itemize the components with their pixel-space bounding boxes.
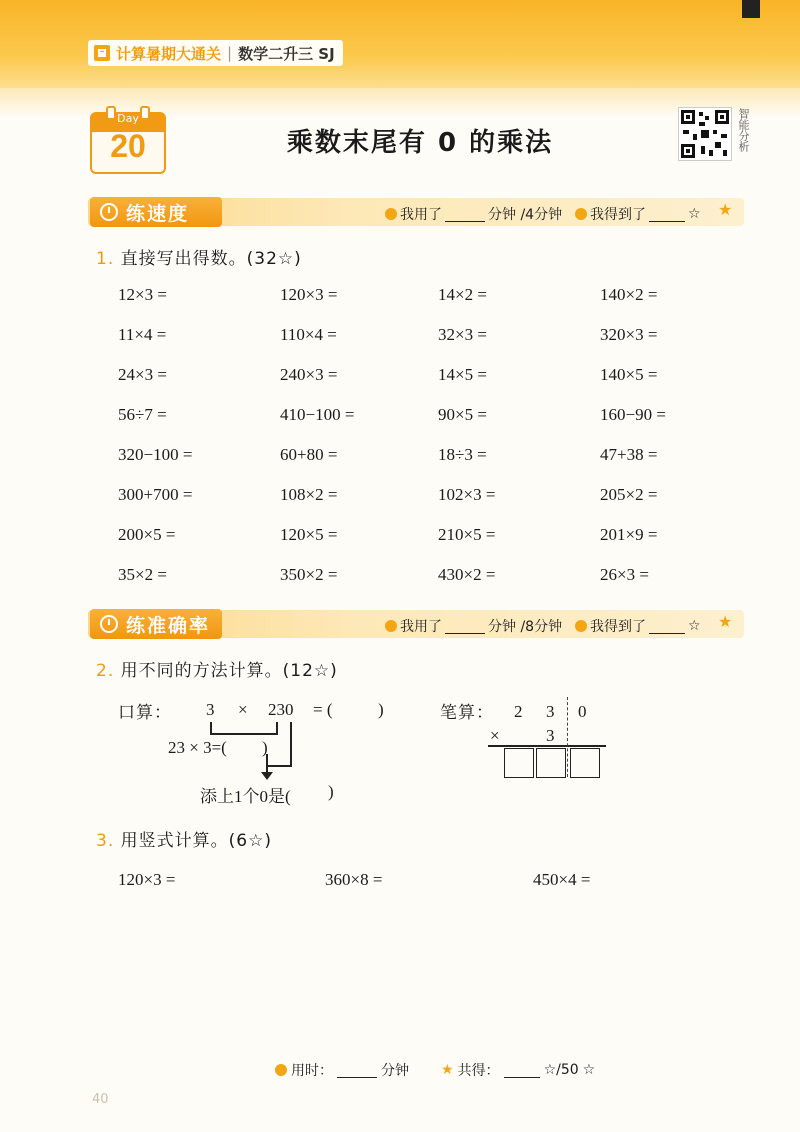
oral-problem: 90×5 =: [438, 405, 487, 424]
time-blank[interactable]: [445, 619, 485, 634]
footer-time-unit: 分钟: [381, 1063, 409, 1079]
time-used-unit: 分钟 /8分钟: [488, 619, 563, 635]
score-accuracy: [575, 616, 701, 636]
header-separator: |: [227, 44, 233, 62]
star-icon: ☆: [688, 618, 701, 634]
written-multiplier: 3: [546, 726, 555, 745]
oral-problem: 160−90 =: [600, 405, 666, 424]
oral-problem: 108×2 =: [280, 485, 338, 504]
book-icon: [94, 45, 110, 61]
add-zero-close: ): [328, 782, 334, 801]
oral-problem: 35×2 =: [118, 565, 167, 584]
footer-total-suffix: ☆/50: [543, 1062, 579, 1078]
question-text: 用竖式计算。(6☆): [120, 831, 272, 851]
oral-problem: 430×2 =: [438, 565, 496, 584]
vertical-problem: 120×3 =: [118, 870, 176, 889]
oral-problem: 210×5 =: [438, 525, 496, 544]
clock-icon: [275, 1064, 287, 1076]
question-text: 直接写出得数。(32☆): [120, 249, 302, 269]
oral-problem: 24×3 =: [118, 365, 167, 384]
sub-expression-close: ): [262, 738, 268, 757]
smile-icon: [575, 620, 587, 632]
vertical-problem: 360×8 =: [325, 870, 383, 889]
time-used-accuracy: [385, 616, 562, 636]
score-blank[interactable]: [649, 207, 685, 222]
oral-problem: 201×9 =: [600, 525, 658, 544]
score-label: 我得到了: [590, 207, 646, 223]
add-zero-text: 添上1个0是(: [200, 787, 291, 806]
moon-icon: [385, 620, 397, 632]
time-used-label: 我用了: [400, 207, 442, 223]
oral-problem: 120×5 =: [280, 525, 338, 544]
bracket-line: [290, 722, 292, 766]
oral-problem: 240×3 =: [280, 365, 338, 384]
smile-icon: [575, 208, 587, 220]
oral-problem: 32×3 =: [438, 325, 487, 344]
score-blank[interactable]: [649, 619, 685, 634]
star-icon: ☆: [688, 206, 701, 222]
oral-label: 口算：: [118, 703, 172, 723]
oral-problem: 60+80 =: [280, 445, 338, 464]
oral-factor-a: 3: [206, 700, 215, 719]
written-operator: ×: [490, 726, 500, 745]
time-used-label: 我用了: [400, 619, 442, 635]
qr-caption: 智能分析: [737, 108, 750, 152]
footer-star-icon: ★: [441, 1062, 454, 1078]
book-brand: 计算暑期大通关: [116, 44, 222, 63]
time-blank[interactable]: [445, 207, 485, 222]
oral-close: ): [378, 700, 384, 719]
bracket-line: [210, 733, 278, 735]
oral-problem: 110×4 =: [280, 325, 337, 344]
time-used-speed: [385, 204, 562, 224]
section-tab-accuracy: [90, 609, 222, 639]
oral-problem: 140×5 =: [600, 365, 658, 384]
time-used-unit: 分钟 /4分钟: [488, 207, 563, 223]
question-number: 2.: [96, 661, 115, 681]
page-number: 40: [92, 1092, 109, 1107]
day-word: Day: [117, 112, 139, 125]
score-label: 我得到了: [590, 619, 646, 635]
oral-problem: 350×2 =: [280, 565, 338, 584]
question-number: 3.: [96, 831, 115, 851]
oral-problem: 200×5 =: [118, 525, 176, 544]
vertical-problem: 450×4 =: [533, 870, 591, 889]
qr-code[interactable]: [678, 107, 732, 161]
oral-factor-b: 230: [268, 700, 294, 719]
footer-total-blank[interactable]: [504, 1063, 540, 1078]
sub-expression: 23 × 3=(: [168, 738, 227, 757]
corner-mark: [742, 0, 760, 18]
answer-box[interactable]: [504, 748, 534, 778]
oral-problem: 26×3 =: [600, 565, 649, 584]
oral-problem: 11×4 =: [118, 325, 167, 344]
moon-icon: [385, 208, 397, 220]
score-speed: [575, 204, 701, 224]
question-number: 1.: [96, 249, 115, 269]
arrow-down-icon: [261, 772, 273, 780]
oral-problem: 300+700 =: [118, 485, 193, 504]
answer-box[interactable]: [570, 748, 600, 778]
footer-time-label: 用时：: [291, 1063, 333, 1079]
written-rule: [488, 745, 606, 747]
stopwatch-icon: [100, 203, 118, 221]
star-decoration-icon: ★: [718, 612, 733, 631]
footer-star: ☆: [582, 1062, 596, 1078]
question-1-heading: [96, 244, 302, 269]
written-digit: 3: [546, 702, 555, 721]
oral-operator: ×: [238, 700, 248, 719]
oral-problem: 102×3 =: [438, 485, 496, 504]
oral-problem: 140×2 =: [600, 285, 658, 304]
oral-problem: 56÷7 =: [118, 405, 167, 424]
oral-problem: 320−100 =: [118, 445, 193, 464]
star-decoration-icon: ★: [718, 200, 733, 219]
page-title: 乘数末尾有 0 的乘法: [286, 128, 554, 158]
written-digit: 0: [578, 702, 587, 721]
question-text: 用不同的方法计算。(12☆): [120, 661, 338, 681]
footer-summary: [275, 1060, 595, 1080]
target-icon: [100, 615, 118, 633]
section-title-speed: 练速度: [126, 202, 190, 225]
bracket-line: [276, 722, 278, 734]
written-digit: 2: [514, 702, 523, 721]
book-header: [88, 40, 343, 66]
oral-problem: 12×3 =: [118, 285, 167, 304]
day-number: 20: [110, 128, 146, 164]
oral-problem: 18÷3 =: [438, 445, 487, 464]
section-title-accuracy: 练准确率: [126, 614, 211, 637]
section-tab-speed: [90, 197, 222, 227]
question-3-heading: [96, 826, 272, 851]
oral-problem: 320×3 =: [600, 325, 658, 344]
oral-problem: 47+38 =: [600, 445, 658, 464]
oral-problem: 410−100 =: [280, 405, 355, 424]
written-label: 笔算：: [440, 703, 494, 723]
footer-time-blank[interactable]: [337, 1063, 377, 1078]
book-subject: 数学二升三 SJ: [238, 44, 335, 63]
oral-equals: = (: [313, 700, 333, 719]
question-2-heading: [96, 656, 338, 681]
oral-problem: 14×5 =: [438, 365, 487, 384]
answer-box[interactable]: [536, 748, 566, 778]
bracket-line: [266, 765, 292, 767]
place-divider: [567, 697, 568, 777]
footer-total-label: 共得：: [457, 1063, 500, 1079]
oral-problem: 120×3 =: [280, 285, 338, 304]
oral-problem: 14×2 =: [438, 285, 487, 304]
oral-problem: 205×2 =: [600, 485, 658, 504]
